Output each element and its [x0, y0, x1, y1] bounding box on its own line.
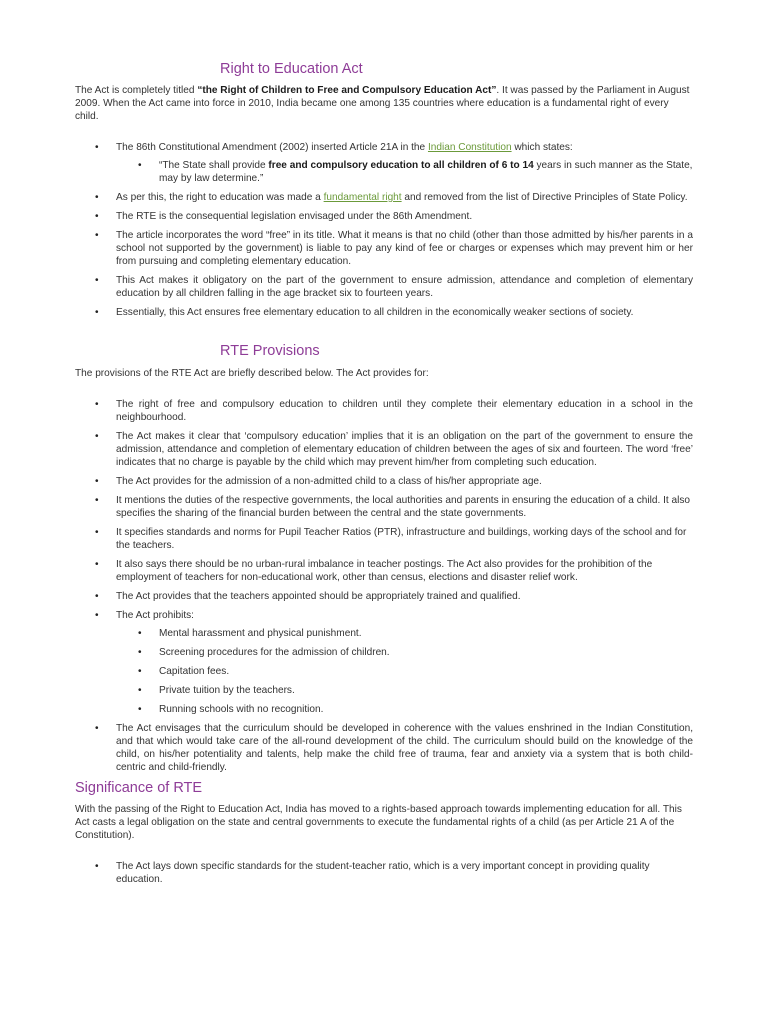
list-item: • The Act provides that the teachers appointed should be appropriately trained and qualified.	[75, 590, 693, 603]
heading-significance-of-rte: Significance of RTE	[75, 780, 203, 796]
list-item: • Mental harassment and physical punishment.	[116, 627, 693, 640]
provisions-intro: The provisions of the RTE Act are briefly described below. The Act provides for:	[75, 368, 429, 379]
list-item: • The Act lays down specific standards for the student-teacher ratio, which is a very important concept in providing quality education.	[75, 860, 693, 886]
provisions-list	[75, 398, 693, 780]
list-item: • Capitation fees.	[116, 665, 693, 678]
list-item: • The article incorporates the word “free” in its title. What it means is that no child (other than those admitted by his/her parents in a school not supported by the government) is liable to pay any kind of fee or charges or expenses which may prevent him or her from pursuing and completing elementary education.	[75, 229, 693, 268]
list-item: • Running schools with no recognition.	[116, 703, 693, 716]
list-item: • The 86th Constitutional Amendment (2002) inserted Article 21A in the Indian Constitution which states: • “The State shall provide free and compulsory education to all children of 6 to 14 years in such manner as the State, may by law determine.”	[75, 141, 693, 185]
act-full-title: “the Right of Children to Free and Compulsory Education Act”	[197, 85, 497, 96]
list-item: • The Act envisages that the curriculum should be developed in coherence with the values enshrined in the Indian Constitution, and that which would take care of the all-round development of the child. The curriculum should build on the knowledge of the child, on his/her potentiality and talents, help make the child free of trauma, fear and anxiety via a system that is both child-centric and child-friendly.	[75, 722, 693, 774]
heading-rte-provisions: RTE Provisions	[220, 343, 320, 359]
prohibitions-list	[116, 627, 693, 716]
list-item: • Essentially, this Act ensures free elementary education to all children in the economically weaker sections of society.	[75, 306, 693, 319]
list-item: • It also says there should be no urban-rural imbalance in teacher postings. The Act also provides for the prohibition of the employment of teachers for non-educational work, other than census, elections and disaster relief work.	[75, 558, 693, 584]
list-item: • It mentions the duties of the respective governments, the local authorities and parents in ensuring the education of a child. It also specifies the sharing of the financial burden between the central and the state governments.	[75, 494, 693, 520]
list-item: • Screening procedures for the admission of children.	[116, 646, 693, 659]
list-item: • The RTE is the consequential legislation envisaged under the 86th Amendment.	[75, 210, 693, 223]
article-21a-quote-list	[116, 159, 693, 185]
rte-act-bullets	[75, 141, 693, 325]
list-item: • “The State shall provide free and compulsory education to all children of 6 to 14 years in such manner as the State, may by law determine.”	[116, 159, 693, 185]
list-item: • The Act makes it clear that ‘compulsory education’ implies that it is an obligation on the part of the government to ensure the admission, attendance and completion of elementary education of children between the ages of six and fourteen. The word ‘free’ indicates that no charge is payable by the child which may prevent him/her from completing such education.	[75, 430, 693, 469]
heading-right-to-education-act: Right to Education Act	[220, 61, 363, 77]
fundamental-right-link[interactable]: fundamental right	[323, 192, 402, 203]
significance-list	[75, 860, 693, 892]
list-item: • The Act provides for the admission of a non-admitted child to a class of his/her appropriate age.	[75, 475, 693, 488]
intro-paragraph: The Act is completely titled “the Right of Children to Free and Compulsory Education Act”. It was passed by the Parliament in August 2009. When the Act came into force in 2010, India became one among 135 countries where education is a fundamental right of every child.	[75, 85, 690, 122]
indian-constitution-link[interactable]: Indian Constitution	[427, 142, 512, 153]
list-item: • As per this, the right to education was made a fundamental right and removed from the list of Directive Principles of State Policy.	[75, 191, 693, 204]
list-item: • It specifies standards and norms for Pupil Teacher Ratios (PTR), infrastructure and buildings, working days of the school and for the teachers.	[75, 526, 693, 552]
list-item: • The right of free and compulsory education to children until they complete their elementary education in a school in the neighbourhood.	[75, 398, 693, 424]
list-item: • The Act prohibits: • Mental harassment and physical punishment. • Screening procedures for the admission of children. • Capitation fees. • Private tuition by the teachers. • Running schools with no recognition.	[75, 609, 693, 716]
significance-intro: With the passing of the Right to Education Act, India has moved to a rights-based approach towards implementing education for all. This Act casts a legal obligation on the state and central governments to execute the fundamental rights of a child (as per Article 21 A of the Constitution).	[75, 804, 682, 841]
list-item: • This Act makes it obligatory on the part of the government to ensure admission, attendance and completion of elementary education by all children falling in the age bracket six to fourteen years.	[75, 274, 693, 300]
list-item: • Private tuition by the teachers.	[116, 684, 693, 697]
